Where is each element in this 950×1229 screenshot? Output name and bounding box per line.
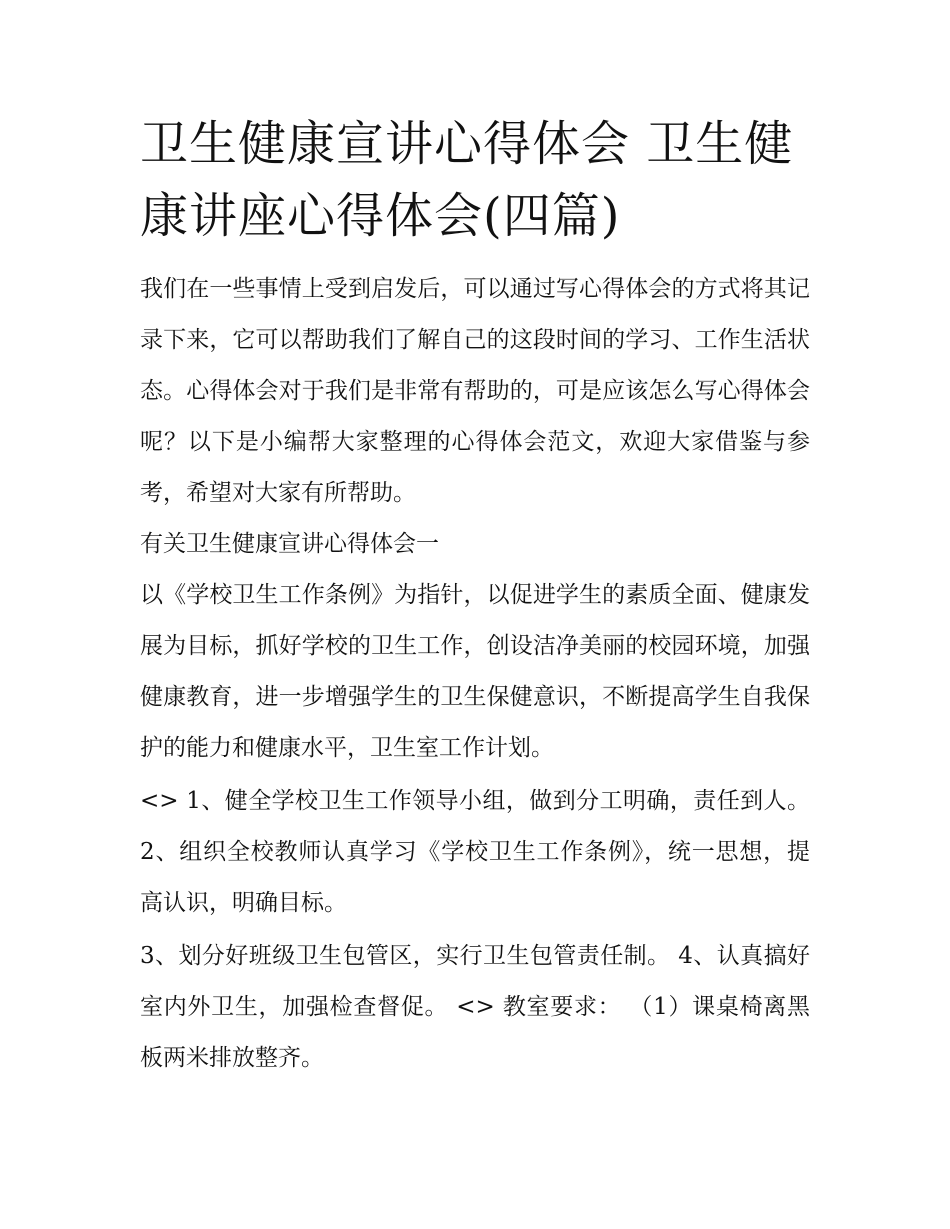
body-paragraph: 以《学校卫生工作条例》为指针，以促进学生的素质全面、健康发展为目标，抓好学校的卫生工作，创设洁净美丽的校园环境，加强健康教育，进一步增强学生的卫生保健意识，不断提高学生自我保护的能力和健康水平，卫生室工作计划。 (140, 582, 810, 761)
intro-paragraph: 我们在一些事情上受到启发后，可以通过写心得体会的方式将其记录下来，它可以帮助我们了解自己的这段时间的学习、工作生活状态。心得体会对于我们是非常有帮助的，可是应该怎么写心得体会呢？以下是小编帮大家整理的心得体会范文，欢迎大家借鉴与参考，希望对大家有所帮助。 (140, 276, 810, 506)
body-paragraph: <> 1、健全学校卫生工作领导小组，做到分工明确，责任到人。 2、组织全校教师认真学习《学校卫生工作条例》，统一思想，提高认识，明确目标。 (140, 788, 810, 916)
body-paragraph: 3、划分好班级卫生包管区，实行卫生包管责任制。 4、认真搞好室内外卫生，加强检查督促。 <> 教室要求： （1）课桌椅离黑板两米排放整齐。 (140, 943, 810, 1071)
section-heading: 有关卫生健康宣讲心得体会一 (140, 531, 439, 557)
document-title: 卫生健康宣讲心得体会 卫生健康讲座心得体会(四篇) (140, 116, 794, 244)
